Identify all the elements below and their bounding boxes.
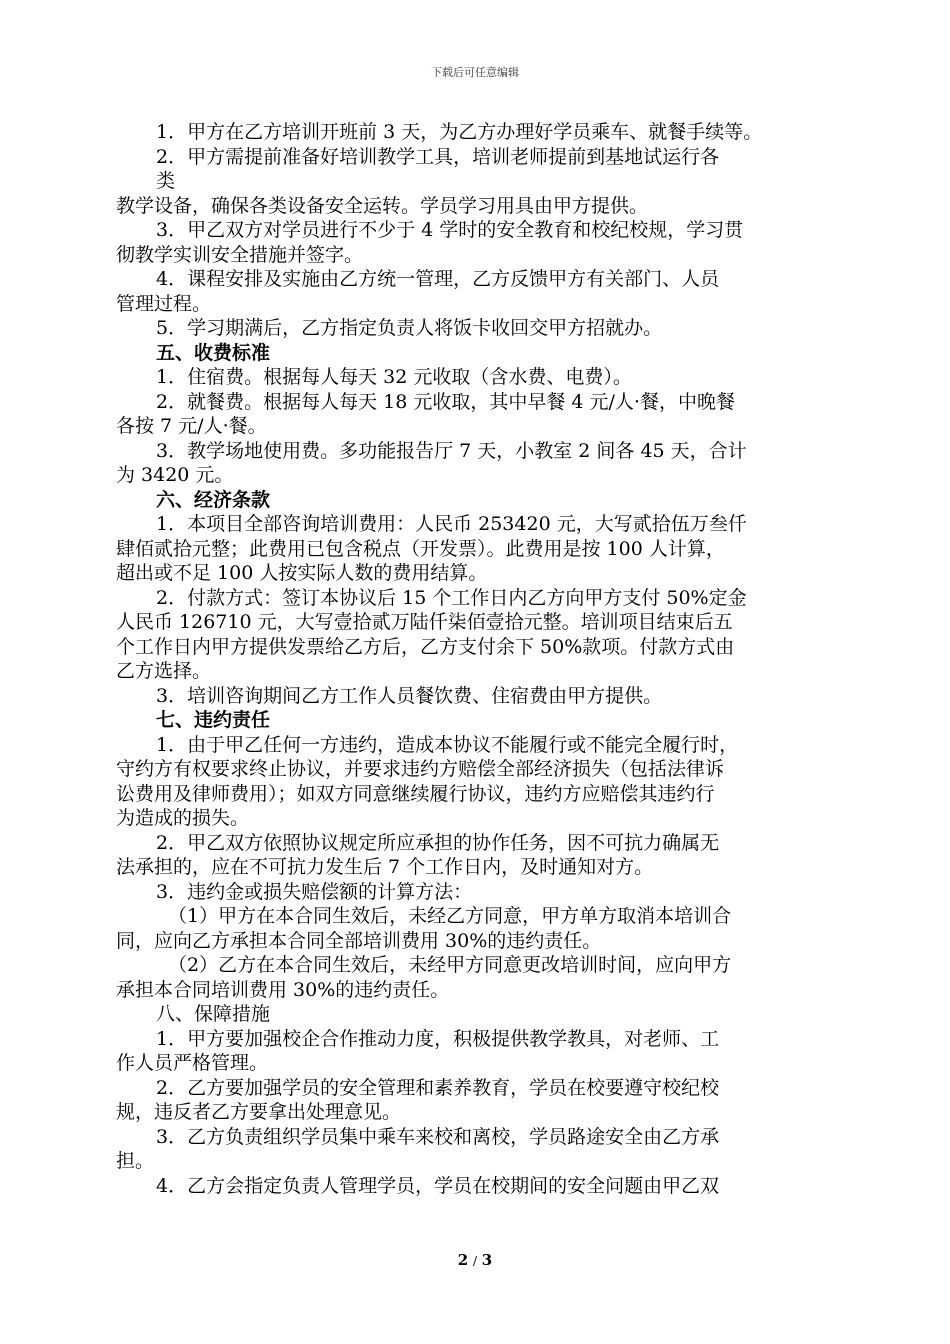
page-separator: / — [472, 1254, 478, 1268]
text-line: 1．住宿费。根据每人每天 32 元收取（含水费、电费）。 — [156, 366, 632, 388]
text-line: 乙方选择。 — [116, 660, 212, 682]
text-line: 4．课程安排及实施由乙方统一管理，乙方反馈甲方有关部门、人员 — [156, 268, 720, 290]
text-line: 守约方有权要求终止协议，并要求违约方赔偿全部经济损失（包括法律诉 — [116, 758, 725, 780]
current-page: 2 — [457, 1251, 469, 1269]
text-line: 2．付款方式：签订本协议后 15 个工作日内乙方向甲方支付 50%定金 — [156, 586, 747, 609]
text-line: 1．由于甲乙任何一方违约，造成本协议不能履行或不能完全履行时， — [156, 733, 739, 756]
text-line: 彻教学实训安全措施并签字。 — [116, 243, 364, 266]
text-line: 各按 7 元/人·餐。 — [116, 415, 267, 437]
text-line: 人民币 126710 元，大写壹拾贰万陆仟柒佰壹拾元整。培训项目结束后五 — [116, 611, 733, 633]
text-line: 规，违反者乙方要拿出处理意见。 — [116, 1101, 402, 1123]
text-line: 1．甲方要加强校企合作推动力度，积极提供教学教具，对老师、工 — [156, 1027, 720, 1050]
text-line: （1）甲方在本合同生效后，未经乙方同意，甲方单方取消本培训合 — [168, 905, 732, 927]
text-line: 承担本合同培训费用 30%的违约责任。 — [116, 978, 450, 1001]
text-line: 管理过程。 — [116, 292, 212, 315]
document-body — [116, 120, 842, 1198]
text-line: 教学设备，确保各类设备安全运转。学员学习用具由甲方提供。 — [116, 194, 649, 217]
text-line: 为 3420 元。 — [116, 464, 234, 486]
total-pages: 3 — [481, 1251, 493, 1269]
text-line: 3．乙方负责组织学员集中乘车来校和离校，学员路途安全由乙方承 — [156, 1125, 720, 1148]
text-line: 法承担的，应在不可抗力发生后 7 个工作日内，及时通知对方。 — [116, 856, 654, 878]
text-line: 同，应向乙方承担本合同全部培训费用 30%的违约责任。 — [116, 929, 602, 952]
text-line: （2）乙方在本合同生效后，未经甲方同意更改培训时间，应向甲方 — [168, 954, 732, 976]
text-line: 个工作日内甲方提供发票给乙方后，乙方支付余下 50%款项。付款方式由 — [116, 635, 735, 658]
text-line: 2．就餐费。根据每人每天 18 元收取，其中早餐 4 元/人·餐，中晚餐 — [156, 390, 735, 413]
section-heading: 七、违约责任 — [156, 709, 271, 731]
section-heading: 五、收费标准 — [156, 341, 271, 364]
text-line: 5．学习期满后，乙方指定负责人将饭卡收回交甲方招就办。 — [156, 317, 663, 339]
text-line: 2．甲方需提前准备好培训教学工具，培训老师提前到基地试运行各 — [156, 145, 720, 168]
text-line: 1．本项目全部咨询培训费用：人民币 253420 元，大写贰拾伍万叁仟 — [156, 513, 747, 535]
page-number — [0, 1251, 950, 1269]
text-line: 作人员严格管理。 — [116, 1052, 269, 1074]
text-line: 类 — [156, 170, 176, 192]
page-header: 下载后可任意编辑 — [431, 66, 519, 79]
text-line: 3．教学场地使用费。多功能报告厅 7 天，小教室 2 间各 45 天，合计 — [156, 439, 747, 462]
text-line: 超出或不足 100 人按实际人数的费用结算。 — [116, 562, 488, 584]
text-line: 1．甲方在乙方培训开班前 3 天，为乙方办理好学员乘车、就餐手续等。 — [156, 121, 763, 143]
text-line: 3．违约金或损失赔偿额的计算方法： — [156, 880, 473, 903]
section-heading: 六、经济条款 — [156, 488, 271, 511]
text-line: 3．培训咨询期间乙方工作人员餐饮费、住宿费由甲方提供。 — [156, 684, 663, 707]
text-line: 2．甲乙双方依照协议规定所应承担的协作任务，因不可抗力确属无 — [156, 831, 720, 854]
text-line: 4．乙方会指定负责人管理学员，学员在校期间的安全问题由甲乙双 — [156, 1174, 720, 1197]
text-line: 讼费用及律师费用）；如双方同意继续履行协议，违约方应赔偿其违约行 — [116, 782, 715, 805]
text-line: 为造成的损失。 — [116, 807, 250, 829]
text-line: 担。 — [116, 1150, 155, 1172]
text-line: 2．乙方要加强学员的安全管理和素养教育，学员在校要遵守校纪校 — [156, 1076, 720, 1099]
text-line: 肆佰贰拾元整；此费用已包含税点（开发票）。此费用是按 100 人计算， — [116, 537, 725, 560]
text-line: 八、保障措施 — [156, 1003, 271, 1025]
text-line: 3．甲乙双方对学员进行不少于 4 学时的安全教育和校纪校规，学习贯 — [156, 219, 744, 241]
